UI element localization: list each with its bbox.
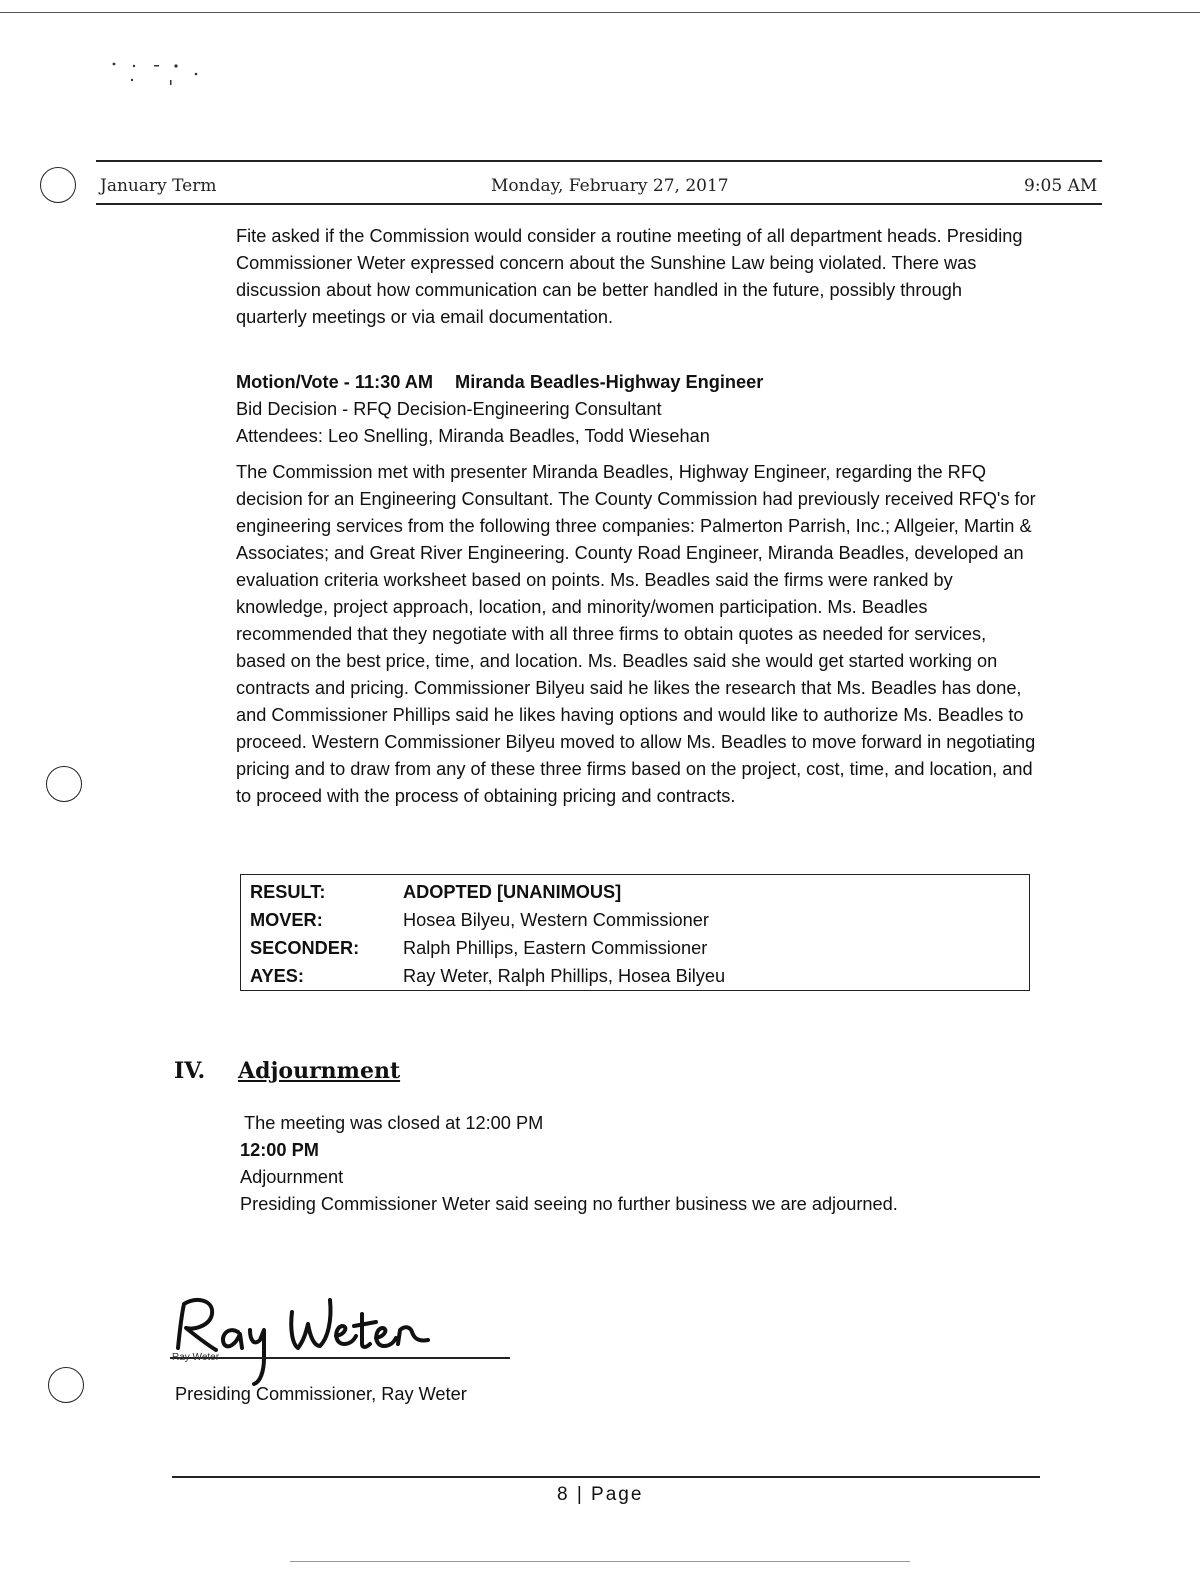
ayes-row — [250, 963, 725, 990]
scan-specks — [110, 58, 210, 94]
motion-presenter: Miranda Beadles-Highway Engineer — [455, 372, 764, 392]
ayes-value: Ray Weter, Ralph Phillips, Hosea Bilyeu — [403, 966, 726, 986]
seconder-label: SECONDER: — [250, 938, 360, 958]
adjournment-label: Adjournment — [240, 1167, 344, 1187]
mover-value: Hosea Bilyeu, Western Commissioner — [403, 910, 709, 930]
motion-heading: Motion/Vote - 11:30 AM — [236, 372, 434, 392]
header-time: 9:05 AM — [1024, 176, 1098, 196]
signature-line — [170, 1357, 510, 1359]
header-term: January Term — [100, 176, 217, 196]
signature-printed-name: Ray Weter — [172, 1352, 220, 1363]
motion-heading-line — [236, 369, 763, 396]
ayes-label: AYES: — [250, 966, 304, 986]
discussion-paragraph: Fite asked if the Commission would consider a routine meeting of all department heads. Presiding Commissioner Weter expressed concern about the Sunshine Law being violated. There was discussion about how communication can be better handled in the future, possibly through quarterly meetings or via email documentation. — [236, 226, 1023, 327]
footer-rule — [172, 1476, 1040, 1478]
header-date: Monday, February 27, 2017 — [491, 176, 729, 196]
scan-top-rule — [0, 12, 1200, 13]
result-table — [240, 874, 1030, 991]
punch-hole-top — [40, 167, 76, 203]
mover-label: MOVER: — [250, 910, 323, 930]
meeting-closed-text: The meeting was closed at 12:00 PM — [244, 1113, 544, 1133]
mover-row — [250, 907, 709, 934]
attendees: Attendees: Leo Snelling, Miranda Beadles, Todd Wiesehan — [236, 426, 710, 446]
page-number: 8 | Page — [557, 1484, 644, 1505]
seconder-row — [250, 935, 707, 962]
scan-bottom-rule — [290, 1561, 910, 1562]
punch-hole-middle — [46, 766, 82, 802]
punch-hole-bottom — [48, 1367, 84, 1403]
header-rule-bottom — [96, 203, 1102, 205]
result-value: ADOPTED [UNANIMOUS] — [403, 882, 622, 902]
motion-paragraph: The Commission met with presenter Miranda Beadles, Highway Engineer, regarding the RFQ decision for an Engineering Consultant. The County Commission had previously received RFQ's for engineering services from the following three companies: Palmerton Parrish, Inc.; Allgeier, Martin & Associates; and Great River Engineering. County Road Engineer, Miranda Beadles, developed an evaluation criteria worksheet based on points. Ms. Beadles said the firms were ranked by knowledge, project approach, location, and minority/women participation. Ms. Beadles recommended that they negotiate with all three firms to obtain quotes as needed for services, based on the best price, time, and location. Ms. Beadles said she would get started working on contracts and pricing. Commissioner Bilyeu said he likes the research that Ms. Beadles has done, and Commissioner Phillips said he likes having options and would like to authorize Ms. Beadles to proceed. Western Commissioner Bilyeu moved to allow Ms. Beadles to move forward in negotiating pricing and to draw from any of these three firms based on the project, cost, time, and location, and to proceed with the process of obtaining pricing and contracts. — [236, 462, 1036, 806]
bid-decision: Bid Decision - RFQ Decision-Engineering Consultant — [236, 399, 662, 419]
signature-caption: Presiding Commissioner, Ray Weter — [175, 1384, 467, 1404]
result-row — [250, 879, 621, 906]
section-title: Adjournment — [238, 1058, 401, 1084]
section-number: IV. — [174, 1058, 206, 1084]
handwritten-signature — [166, 1278, 466, 1388]
seconder-value: Ralph Phillips, Eastern Commissioner — [403, 938, 708, 958]
result-label: RESULT: — [250, 882, 326, 902]
adjournment-time: 12:00 PM — [240, 1140, 319, 1160]
header-rule-top — [96, 160, 1102, 162]
adjournment-statement: Presiding Commissioner Weter said seeing no further business we are adjourned. — [240, 1194, 898, 1214]
